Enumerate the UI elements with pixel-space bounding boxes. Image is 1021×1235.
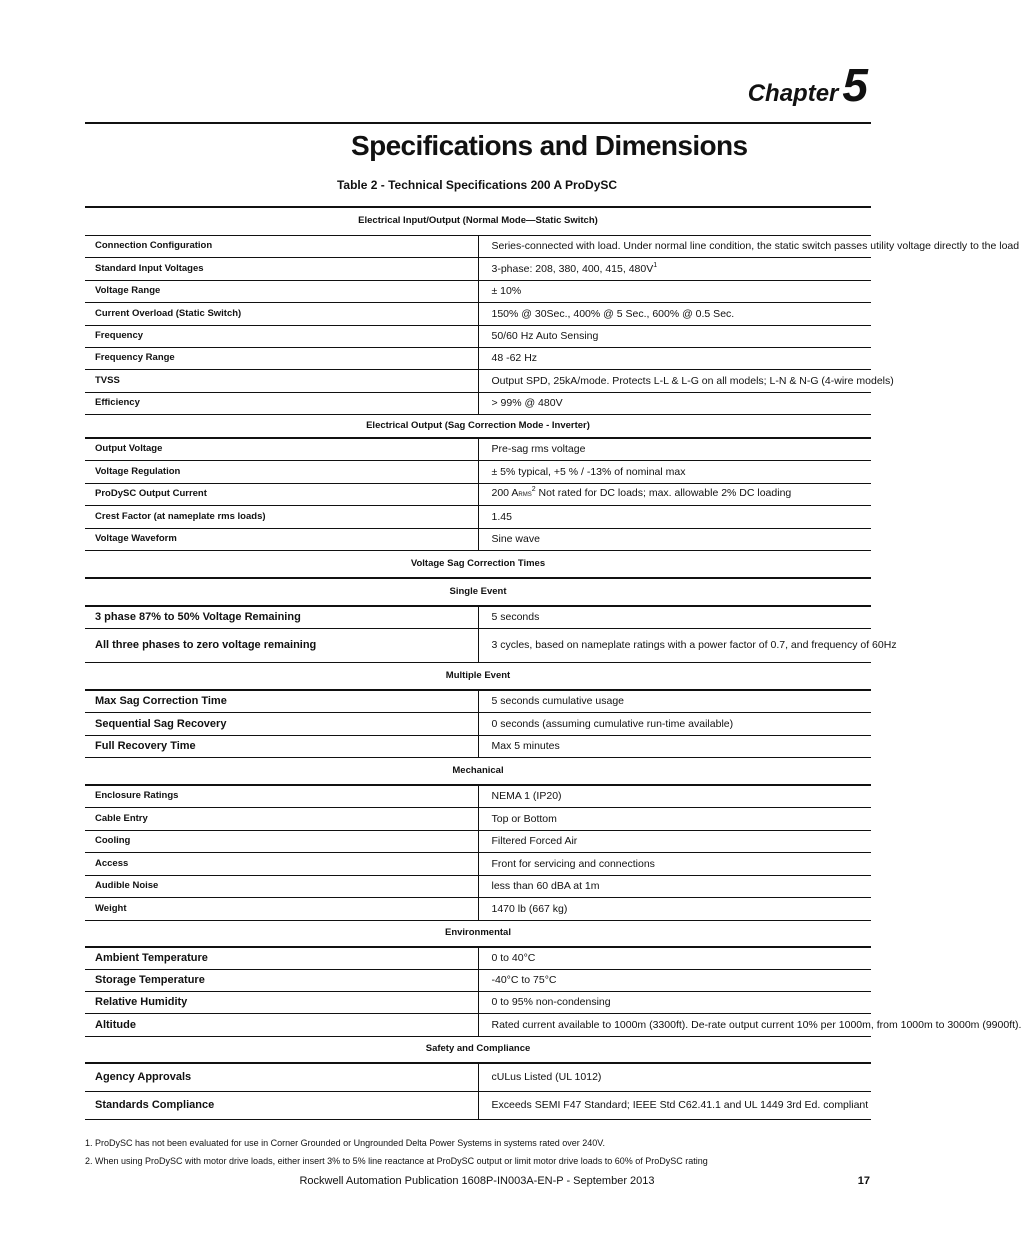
row-label: Voltage Waveform bbox=[85, 528, 478, 550]
row-value: 5 seconds bbox=[478, 606, 871, 628]
row-value: Output SPD, 25kA/mode. Protects L-L & L-G on all models; L-N & N-G (4-wire models) bbox=[478, 369, 871, 392]
row-label: Storage Temperature bbox=[85, 969, 478, 991]
page-number: 17 bbox=[857, 1175, 870, 1187]
row-label: Cooling bbox=[85, 830, 478, 852]
row-label: Crest Factor (at nameplate rms loads) bbox=[85, 505, 478, 528]
table-row bbox=[85, 606, 871, 628]
section-row bbox=[85, 662, 871, 690]
row-label: ProDySC Output Current bbox=[85, 483, 478, 505]
table-row bbox=[85, 528, 871, 550]
row-label: Cable Entry bbox=[85, 807, 478, 830]
row-label: Full Recovery Time bbox=[85, 735, 478, 757]
row-value: 3 cycles, based on nameplate ratings with a power factor of 0.7, and frequency of 60Hz bbox=[478, 628, 871, 662]
row-label: All three phases to zero voltage remaining bbox=[85, 628, 478, 662]
table-row bbox=[85, 1013, 871, 1036]
row-value: cULus Listed (UL 1012) bbox=[478, 1063, 871, 1091]
row-value: 48 -62 Hz bbox=[478, 347, 871, 369]
header-rule bbox=[85, 122, 871, 124]
table-row bbox=[85, 257, 871, 280]
footnote-2: 2. When using ProDySC with motor drive loads, either insert 3% to 5% line reactance at ProDySC output or limit motor drive loads to 60% of ProDySC rating bbox=[85, 1156, 708, 1166]
footnotes bbox=[85, 1134, 708, 1170]
spec-table bbox=[85, 206, 1021, 1120]
row-value: -40°C to 75°C bbox=[478, 969, 871, 991]
publication-info: Rockwell Automation Publication 1608P-IN003A-EN-P - September 2013 bbox=[299, 1175, 655, 1187]
row-value: Top or Bottom bbox=[478, 807, 871, 830]
chapter-word: Chapter bbox=[747, 80, 839, 107]
table-row bbox=[85, 1063, 871, 1091]
section-title: Single Event bbox=[85, 578, 871, 606]
row-label: Relative Humidity bbox=[85, 991, 478, 1013]
footnote-1: 1. ProDySC has not been evaluated for use in Corner Grounded or Ungrounded Delta Power Systems in systems rated over 240V. bbox=[85, 1138, 605, 1148]
section-title: Mechanical bbox=[85, 757, 871, 785]
table-row bbox=[85, 991, 871, 1013]
row-label: Access bbox=[85, 852, 478, 875]
row-value: Sine wave bbox=[478, 528, 871, 550]
section-row bbox=[85, 550, 871, 578]
row-value: 150% @ 30Sec., 400% @ 5 Sec., 600% @ 0.5 Sec. bbox=[478, 302, 871, 325]
section-row bbox=[85, 578, 871, 606]
table-row bbox=[85, 830, 871, 852]
section-title: Electrical Output (Sag Correction Mode - Inverter) bbox=[85, 414, 871, 438]
row-value: ± 5% typical, +5 % / -13% of nominal max bbox=[478, 460, 871, 483]
section-row bbox=[85, 920, 871, 947]
section-title: Environmental bbox=[85, 920, 871, 947]
row-label: Voltage Range bbox=[85, 280, 478, 302]
section-title: Safety and Compliance bbox=[85, 1036, 871, 1063]
table-row bbox=[85, 483, 871, 505]
row-value: 0 seconds (assuming cumulative run-time available) bbox=[478, 712, 871, 735]
row-value: > 99% @ 480V bbox=[478, 392, 871, 414]
row-value: Rated current available to 1000m (3300ft). De-rate output current 10% per 1000m, from 1000m to 3000m (9900ft). bbox=[478, 1013, 871, 1036]
row-value: 5 seconds cumulative usage bbox=[478, 690, 871, 712]
table-row bbox=[85, 690, 871, 712]
row-value: 200 A bbox=[491, 487, 519, 499]
row-value: 1470 lb (667 kg) bbox=[478, 897, 871, 920]
row-label: Voltage Regulation bbox=[85, 460, 478, 483]
section-title: Voltage Sag Correction Times bbox=[85, 550, 871, 578]
chapter-number: 5 bbox=[842, 59, 868, 111]
table-row bbox=[85, 947, 871, 969]
row-value: NEMA 1 (IP20) bbox=[478, 785, 871, 807]
row-label: TVSS bbox=[85, 369, 478, 392]
table-row bbox=[85, 347, 871, 369]
row-value-suffix: Not rated for DC loads; max. allowable 2% DC loading bbox=[535, 487, 792, 499]
table-row bbox=[85, 852, 871, 875]
row-value: Pre-sag rms voltage bbox=[478, 438, 871, 460]
row-label: Enclosure Ratings bbox=[85, 785, 478, 807]
row-value: less than 60 dBA at 1m bbox=[478, 875, 871, 897]
row-value-cell bbox=[478, 257, 871, 280]
row-label: Altitude bbox=[85, 1013, 478, 1036]
table-row bbox=[85, 969, 871, 991]
row-label: 3 phase 87% to 50% Voltage Remaining bbox=[85, 606, 478, 628]
table-row bbox=[85, 392, 871, 414]
row-label: Sequential Sag Recovery bbox=[85, 712, 478, 735]
table-row bbox=[85, 785, 871, 807]
footnote-ref: 2 bbox=[531, 486, 536, 493]
row-value: Filtered Forced Air bbox=[478, 830, 871, 852]
row-value: 0 to 40°C bbox=[478, 947, 871, 969]
page-title: Specifications and Dimensions bbox=[351, 130, 748, 161]
table-row bbox=[85, 628, 871, 662]
table-row bbox=[85, 1091, 871, 1119]
table-row bbox=[85, 712, 871, 735]
table-row bbox=[85, 897, 871, 920]
table-row bbox=[85, 505, 871, 528]
table-row bbox=[85, 280, 871, 302]
table-row bbox=[85, 875, 871, 897]
row-value: Exceeds SEMI F47 Standard; IEEE Std C62.41.1 and UL 1449 3rd Ed. compliant bbox=[478, 1091, 871, 1119]
row-label: Efficiency bbox=[85, 392, 478, 414]
chapter-heading bbox=[747, 59, 868, 111]
row-label: Frequency bbox=[85, 325, 478, 347]
row-label: Current Overload (Static Switch) bbox=[85, 302, 478, 325]
section-row bbox=[85, 207, 871, 235]
table-row bbox=[85, 735, 871, 757]
row-label: Connection Configuration bbox=[85, 235, 478, 257]
row-label: Max Sag Correction Time bbox=[85, 690, 478, 712]
row-value: 3-phase: 208, 380, 400, 415, 480V bbox=[491, 262, 654, 275]
footnote-ref: 1 bbox=[653, 261, 658, 269]
row-value: 0 to 95% non-condensing bbox=[478, 991, 871, 1013]
row-value: 1.45 bbox=[478, 505, 871, 528]
rms-subscript: RMS bbox=[518, 492, 532, 498]
row-value: Max 5 minutes bbox=[478, 735, 871, 757]
row-label: Agency Approvals bbox=[85, 1063, 478, 1091]
table-row bbox=[85, 235, 871, 257]
row-label: Frequency Range bbox=[85, 347, 478, 369]
row-value: Front for servicing and connections bbox=[478, 852, 871, 875]
section-row bbox=[85, 1036, 871, 1063]
table-row bbox=[85, 460, 871, 483]
table-caption: Table 2 - Technical Specifications 200 A ProDySC bbox=[336, 178, 618, 192]
section-title: Electrical Input/Output (Normal Mode—Static Switch) bbox=[85, 207, 871, 235]
table-row bbox=[85, 807, 871, 830]
table-row bbox=[85, 325, 871, 347]
row-value-cell bbox=[478, 483, 871, 505]
section-row bbox=[85, 757, 871, 785]
row-label: Standard Input Voltages bbox=[85, 257, 478, 280]
row-label: Weight bbox=[85, 897, 478, 920]
row-label: Output Voltage bbox=[85, 438, 478, 460]
section-row bbox=[85, 414, 871, 438]
table-row bbox=[85, 438, 871, 460]
row-label: Standards Compliance bbox=[85, 1091, 478, 1119]
row-value: Series-connected with load. Under normal line condition, the static switch passes utility voltage directly to the load bbox=[478, 235, 871, 257]
row-value: ± 10% bbox=[478, 280, 871, 302]
table-row bbox=[85, 302, 871, 325]
row-value: 50/60 Hz Auto Sensing bbox=[478, 325, 871, 347]
section-title: Multiple Event bbox=[85, 662, 871, 690]
table-row bbox=[85, 369, 871, 392]
row-label: Ambient Temperature bbox=[85, 947, 478, 969]
row-label: Audible Noise bbox=[85, 875, 478, 897]
